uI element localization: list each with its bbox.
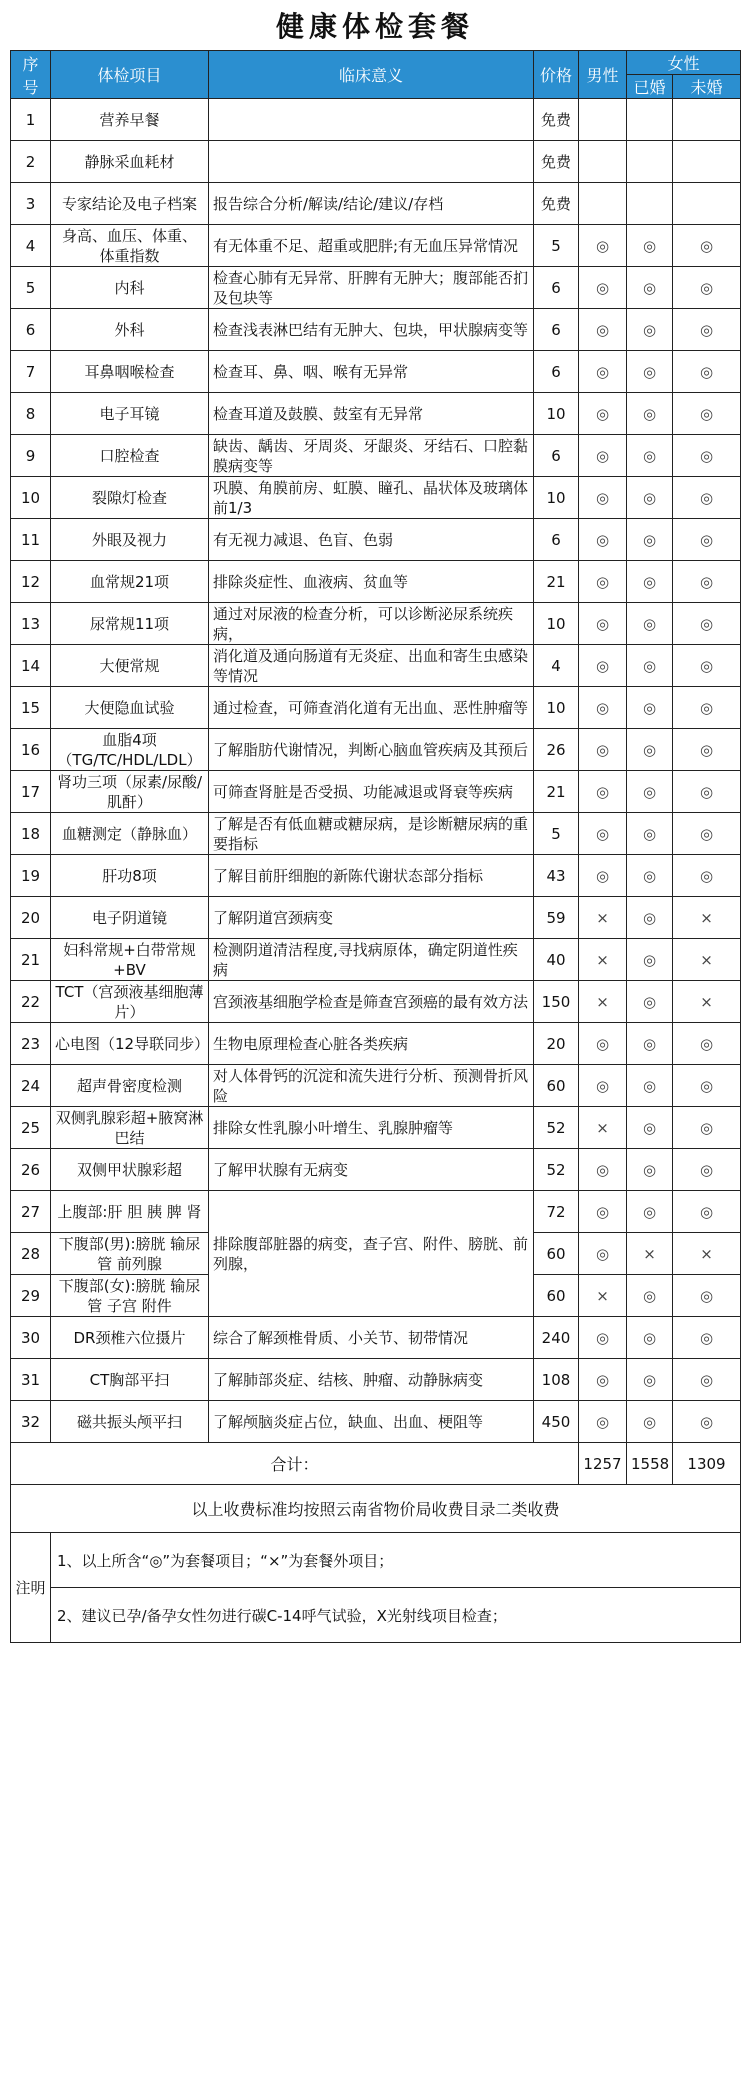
row-married-mark: ◎ (627, 561, 673, 603)
table-row (11, 603, 741, 645)
row-item: 双侧甲状腺彩超 (51, 1149, 209, 1191)
row-desc: 了解目前肝细胞的新陈代谢状态部分指标 (209, 855, 534, 897)
row-male-mark: ◎ (579, 771, 627, 813)
row-married-mark (627, 99, 673, 141)
row-unmarried-mark: ◎ (673, 1149, 741, 1191)
row-male-mark: ◎ (579, 1317, 627, 1359)
row-desc: 了解甲状腺有无病变 (209, 1149, 534, 1191)
row-item: 下腹部(男):膀胱 输尿管 前列腺 (51, 1233, 209, 1275)
row-price: 240 (534, 1317, 579, 1359)
row-married-mark: ◎ (627, 393, 673, 435)
row-price: 26 (534, 729, 579, 771)
row-married-mark (627, 141, 673, 183)
row-unmarried-mark: ◎ (673, 1107, 741, 1149)
row-number: 7 (11, 351, 51, 393)
row-item: 耳鼻咽喉检查 (51, 351, 209, 393)
row-unmarried-mark: ◎ (673, 771, 741, 813)
row-price: 21 (534, 561, 579, 603)
row-number: 1 (11, 99, 51, 141)
row-married-mark: ◎ (627, 729, 673, 771)
fee-note-row (11, 1485, 741, 1533)
row-desc: 检查耳、鼻、咽、喉有无异常 (209, 351, 534, 393)
row-desc: 检测阴道清洁程度,寻找病原体，确定阴道性疾病 (209, 939, 534, 981)
row-price: 6 (534, 309, 579, 351)
row-unmarried-mark: ◎ (673, 393, 741, 435)
header-meaning: 临床意义 (209, 51, 534, 99)
row-price: 10 (534, 603, 579, 645)
row-male-mark: × (579, 981, 627, 1023)
row-number: 5 (11, 267, 51, 309)
package-table (10, 50, 741, 1643)
table-row (11, 1317, 741, 1359)
table-row (11, 267, 741, 309)
row-unmarried-mark: ◎ (673, 855, 741, 897)
table-row (11, 813, 741, 855)
row-price: 免费 (534, 141, 579, 183)
row-unmarried-mark (673, 183, 741, 225)
row-desc (209, 99, 534, 141)
row-male-mark (579, 99, 627, 141)
row-item: 血脂4项（TG/TC/HDL/LDL） (51, 729, 209, 771)
table-row (11, 1149, 741, 1191)
row-male-mark: ◎ (579, 435, 627, 477)
row-item: 外科 (51, 309, 209, 351)
row-price: 5 (534, 225, 579, 267)
row-number: 21 (11, 939, 51, 981)
row-item: 肾功三项（尿素/尿酸/肌酐） (51, 771, 209, 813)
page-title: 健康体检套餐 (275, 10, 474, 43)
row-price: 52 (534, 1149, 579, 1191)
row-number: 16 (11, 729, 51, 771)
row-item: 妇科常规+白带常规+BV (51, 939, 209, 981)
row-unmarried-mark: ◎ (673, 645, 741, 687)
row-unmarried-mark: ◎ (673, 813, 741, 855)
row-desc: 了解肺部炎症、结核、肿瘤、动静脉病变 (209, 1359, 534, 1401)
table-row (11, 981, 741, 1023)
row-price: 59 (534, 897, 579, 939)
row-item: 双侧乳腺彩超+腋窝淋巴结 (51, 1107, 209, 1149)
row-item: CT胸部平扫 (51, 1359, 209, 1401)
row-unmarried-mark: ◎ (673, 477, 741, 519)
table-row (11, 687, 741, 729)
row-male-mark: ◎ (579, 477, 627, 519)
row-desc: 排除女性乳腺小叶增生、乳腺肿瘤等 (209, 1107, 534, 1149)
table-row (11, 435, 741, 477)
row-desc: 报告综合分析/解读/结论/建议/存档 (209, 183, 534, 225)
row-married-mark: ◎ (627, 351, 673, 393)
notes-line-1: 1、以上所含“◎”为套餐项目；“×”为套餐外项目； (51, 1533, 741, 1588)
row-price: 43 (534, 855, 579, 897)
row-male-mark: ◎ (579, 1233, 627, 1275)
row-married-mark: ◎ (627, 1023, 673, 1065)
row-number: 20 (11, 897, 51, 939)
row-married-mark: ◎ (627, 939, 673, 981)
row-price: 450 (534, 1401, 579, 1443)
row-married-mark: ◎ (627, 1191, 673, 1233)
table-row (11, 855, 741, 897)
row-number: 23 (11, 1023, 51, 1065)
row-item: 内科 (51, 267, 209, 309)
row-desc: 生物电原理检查心脏各类疾病 (209, 1023, 534, 1065)
table-row (11, 99, 741, 141)
row-desc: 排除炎症性、血液病、贫血等 (209, 561, 534, 603)
row-item: 大便常规 (51, 645, 209, 687)
row-male-mark: ◎ (579, 1401, 627, 1443)
row-price: 免费 (534, 183, 579, 225)
row-married-mark: ◎ (627, 981, 673, 1023)
row-item: 肝功8项 (51, 855, 209, 897)
row-number: 12 (11, 561, 51, 603)
row-male-mark: × (579, 939, 627, 981)
row-item: 口腔检查 (51, 435, 209, 477)
table-row (11, 225, 741, 267)
row-male-mark: ◎ (579, 1191, 627, 1233)
total-married: 1558 (627, 1443, 673, 1485)
row-married-mark: ◎ (627, 1359, 673, 1401)
notes-row (11, 1588, 741, 1643)
row-number: 25 (11, 1107, 51, 1149)
row-number: 4 (11, 225, 51, 267)
row-married-mark: ◎ (627, 1401, 673, 1443)
table-row (11, 1107, 741, 1149)
table-row (11, 141, 741, 183)
row-price: 60 (534, 1065, 579, 1107)
row-married-mark: ◎ (627, 477, 673, 519)
row-male-mark: ◎ (579, 561, 627, 603)
row-price: 21 (534, 771, 579, 813)
row-number: 10 (11, 477, 51, 519)
row-number: 30 (11, 1317, 51, 1359)
row-male-mark: ◎ (579, 393, 627, 435)
table-row (11, 477, 741, 519)
table-row (11, 393, 741, 435)
row-item: 下腹部(女):膀胱 输尿管 子宫 附件 (51, 1275, 209, 1317)
row-unmarried-mark (673, 99, 741, 141)
row-number: 3 (11, 183, 51, 225)
row-unmarried-mark: ◎ (673, 687, 741, 729)
row-desc: 综合了解颈椎骨质、小关节、韧带情况 (209, 1317, 534, 1359)
row-number: 6 (11, 309, 51, 351)
header-female: 女性 (627, 51, 741, 75)
row-male-mark: × (579, 897, 627, 939)
row-desc: 通过对尿液的检查分析，可以诊断泌尿系统疾病， (209, 603, 534, 645)
row-item: 电子耳镜 (51, 393, 209, 435)
row-unmarried-mark: ◎ (673, 1065, 741, 1107)
table-row (11, 645, 741, 687)
row-male-mark: ◎ (579, 519, 627, 561)
row-price: 6 (534, 435, 579, 477)
row-item: 大便隐血试验 (51, 687, 209, 729)
row-number: 13 (11, 603, 51, 645)
row-desc: 了解阴道宫颈病变 (209, 897, 534, 939)
row-unmarried-mark: × (673, 981, 741, 1023)
table-row (11, 1359, 741, 1401)
row-married-mark: ◎ (627, 309, 673, 351)
row-item: 外眼及视力 (51, 519, 209, 561)
row-male-mark: × (579, 1275, 627, 1317)
row-married-mark: × (627, 1233, 673, 1275)
row-male-mark: ◎ (579, 1359, 627, 1401)
row-desc: 了解是否有低血糖或糖尿病，是诊断糖尿病的重要指标 (209, 813, 534, 855)
row-price: 5 (534, 813, 579, 855)
row-price: 40 (534, 939, 579, 981)
row-unmarried-mark (673, 141, 741, 183)
total-label: 合计： (11, 1443, 579, 1485)
row-unmarried-mark: ◎ (673, 435, 741, 477)
table-row (11, 309, 741, 351)
row-male-mark: ◎ (579, 351, 627, 393)
row-number: 29 (11, 1275, 51, 1317)
row-unmarried-mark: × (673, 1233, 741, 1275)
row-male-mark: ◎ (579, 1023, 627, 1065)
row-married-mark: ◎ (627, 519, 673, 561)
package-table-wrapper (10, 50, 740, 1643)
row-married-mark: ◎ (627, 435, 673, 477)
row-desc: 检查耳道及鼓膜、鼓室有无异常 (209, 393, 534, 435)
row-item: 血常规21项 (51, 561, 209, 603)
row-price: 免费 (534, 99, 579, 141)
row-desc-abdomen: 排除腹部脏器的病变，查子宫、附件、膀胱、前列腺， (209, 1191, 534, 1317)
row-married-mark: ◎ (627, 687, 673, 729)
row-desc: 有无视力减退、色盲、色弱 (209, 519, 534, 561)
row-number: 14 (11, 645, 51, 687)
row-desc: 消化道及通向肠道有无炎症、出血和寄生虫感染等情况 (209, 645, 534, 687)
row-unmarried-mark: ◎ (673, 1317, 741, 1359)
header-unmarried: 未婚 (673, 75, 741, 99)
row-male-mark (579, 141, 627, 183)
row-number: 26 (11, 1149, 51, 1191)
row-male-mark: ◎ (579, 1149, 627, 1191)
row-unmarried-mark: ◎ (673, 519, 741, 561)
row-number: 27 (11, 1191, 51, 1233)
row-desc: 缺齿、龋齿、牙周炎、牙龈炎、牙结石、口腔黏膜病变等 (209, 435, 534, 477)
row-married-mark: ◎ (627, 1275, 673, 1317)
row-number: 22 (11, 981, 51, 1023)
row-married-mark: ◎ (627, 897, 673, 939)
row-item: TCT（宫颈液基细胞薄片） (51, 981, 209, 1023)
row-price: 52 (534, 1107, 579, 1149)
row-male-mark: ◎ (579, 687, 627, 729)
row-married-mark: ◎ (627, 1317, 673, 1359)
row-price: 108 (534, 1359, 579, 1401)
row-married-mark: ◎ (627, 1107, 673, 1149)
row-unmarried-mark: ◎ (673, 1401, 741, 1443)
row-male-mark: ◎ (579, 1065, 627, 1107)
header-no: 序号 (11, 51, 51, 99)
row-number: 28 (11, 1233, 51, 1275)
row-unmarried-mark: ◎ (673, 1191, 741, 1233)
table-row (11, 897, 741, 939)
row-price: 10 (534, 687, 579, 729)
row-unmarried-mark: ◎ (673, 561, 741, 603)
row-unmarried-mark: ◎ (673, 1359, 741, 1401)
row-married-mark: ◎ (627, 225, 673, 267)
row-married-mark: ◎ (627, 771, 673, 813)
row-number: 8 (11, 393, 51, 435)
header-married: 已婚 (627, 75, 673, 99)
row-desc: 巩膜、角膜前房、虹膜、瞳孔、晶状体及玻璃体前1/3 (209, 477, 534, 519)
table-row (11, 1401, 741, 1443)
row-item: 磁共振头颅平扫 (51, 1401, 209, 1443)
row-item: 尿常规11项 (51, 603, 209, 645)
row-desc: 了解颅脑炎症占位，缺血、出血、梗阻等 (209, 1401, 534, 1443)
total-row (11, 1443, 741, 1485)
row-price: 10 (534, 477, 579, 519)
row-married-mark: ◎ (627, 1149, 673, 1191)
row-unmarried-mark: × (673, 939, 741, 981)
row-item: 心电图（12导联同步） (51, 1023, 209, 1065)
row-unmarried-mark: ◎ (673, 225, 741, 267)
row-male-mark: × (579, 1107, 627, 1149)
row-desc (209, 141, 534, 183)
row-number: 17 (11, 771, 51, 813)
row-number: 24 (11, 1065, 51, 1107)
header-price: 价格 (534, 51, 579, 99)
total-male: 1257 (579, 1443, 627, 1485)
row-number: 31 (11, 1359, 51, 1401)
row-price: 6 (534, 351, 579, 393)
row-item: 裂隙灯检查 (51, 477, 209, 519)
row-married-mark: ◎ (627, 267, 673, 309)
row-price: 4 (534, 645, 579, 687)
row-number: 18 (11, 813, 51, 855)
row-number: 15 (11, 687, 51, 729)
row-unmarried-mark: ◎ (673, 267, 741, 309)
row-male-mark: ◎ (579, 309, 627, 351)
row-married-mark: ◎ (627, 645, 673, 687)
row-married-mark: ◎ (627, 813, 673, 855)
table-row (11, 771, 741, 813)
row-price: 72 (534, 1191, 579, 1233)
row-desc: 检查心肺有无异常、肝脾有无肿大；腹部能否扪及包块等 (209, 267, 534, 309)
row-price: 60 (534, 1275, 579, 1317)
row-item: 血糖测定（静脉血） (51, 813, 209, 855)
row-male-mark: ◎ (579, 729, 627, 771)
table-row (11, 561, 741, 603)
row-married-mark: ◎ (627, 855, 673, 897)
table-row (11, 1191, 741, 1233)
table-row (11, 939, 741, 981)
row-desc: 检查浅表淋巴结有无肿大、包块，甲状腺病变等 (209, 309, 534, 351)
row-price: 60 (534, 1233, 579, 1275)
row-unmarried-mark: ◎ (673, 1275, 741, 1317)
row-item: 营养早餐 (51, 99, 209, 141)
row-male-mark (579, 183, 627, 225)
row-male-mark: ◎ (579, 603, 627, 645)
row-male-mark: ◎ (579, 855, 627, 897)
row-number: 2 (11, 141, 51, 183)
row-married-mark (627, 183, 673, 225)
row-number: 11 (11, 519, 51, 561)
row-male-mark: ◎ (579, 267, 627, 309)
row-price: 150 (534, 981, 579, 1023)
table-row (11, 729, 741, 771)
row-item: 超声骨密度检测 (51, 1065, 209, 1107)
row-price: 6 (534, 519, 579, 561)
row-male-mark: ◎ (579, 645, 627, 687)
row-desc: 对人体骨钙的沉淀和流失进行分析、预测骨折风险 (209, 1065, 534, 1107)
row-desc: 了解脂肪代谢情况，判断心脑血管疾病及其预后 (209, 729, 534, 771)
notes-line-2: 2、建议已孕/备孕女性勿进行碳C-14呼气试验，X光射线项目检查； (51, 1588, 741, 1643)
total-unmarried: 1309 (673, 1443, 741, 1485)
row-male-mark: ◎ (579, 225, 627, 267)
row-male-mark: ◎ (579, 813, 627, 855)
row-desc: 有无体重不足、超重或肥胖;有无血压异常情况 (209, 225, 534, 267)
row-unmarried-mark: ◎ (673, 1023, 741, 1065)
row-married-mark: ◎ (627, 603, 673, 645)
row-desc: 通过检查，可筛查消化道有无出血、恶性肿瘤等 (209, 687, 534, 729)
row-desc: 宫颈液基细胞学检查是筛查宫颈癌的最有效方法 (209, 981, 534, 1023)
table-row (11, 351, 741, 393)
header-item: 体检项目 (51, 51, 209, 99)
row-number: 9 (11, 435, 51, 477)
table-row (11, 183, 741, 225)
row-desc: 可筛查肾脏是否受损、功能减退或肾衰等疾病 (209, 771, 534, 813)
row-price: 20 (534, 1023, 579, 1065)
row-item: 专家结论及电子档案 (51, 183, 209, 225)
row-item: DR颈椎六位摄片 (51, 1317, 209, 1359)
header-male: 男性 (579, 51, 627, 99)
row-unmarried-mark: ◎ (673, 351, 741, 393)
fee-note: 以上收费标准均按照云南省物价局收费目录二类收费 (11, 1485, 741, 1533)
row-unmarried-mark: × (673, 897, 741, 939)
row-item: 身高、血压、体重、体重指数 (51, 225, 209, 267)
notes-label: 注明 (11, 1533, 51, 1643)
row-price: 6 (534, 267, 579, 309)
row-unmarried-mark: ◎ (673, 729, 741, 771)
table-row (11, 1023, 741, 1065)
row-item: 静脉采血耗材 (51, 141, 209, 183)
row-number: 32 (11, 1401, 51, 1443)
row-number: 19 (11, 855, 51, 897)
row-unmarried-mark: ◎ (673, 309, 741, 351)
table-row (11, 519, 741, 561)
row-married-mark: ◎ (627, 1065, 673, 1107)
row-item: 上腹部:肝 胆 胰 脾 肾 (51, 1191, 209, 1233)
row-unmarried-mark: ◎ (673, 603, 741, 645)
table-row (11, 1065, 741, 1107)
row-price: 10 (534, 393, 579, 435)
row-item: 电子阴道镜 (51, 897, 209, 939)
notes-row (11, 1533, 741, 1588)
